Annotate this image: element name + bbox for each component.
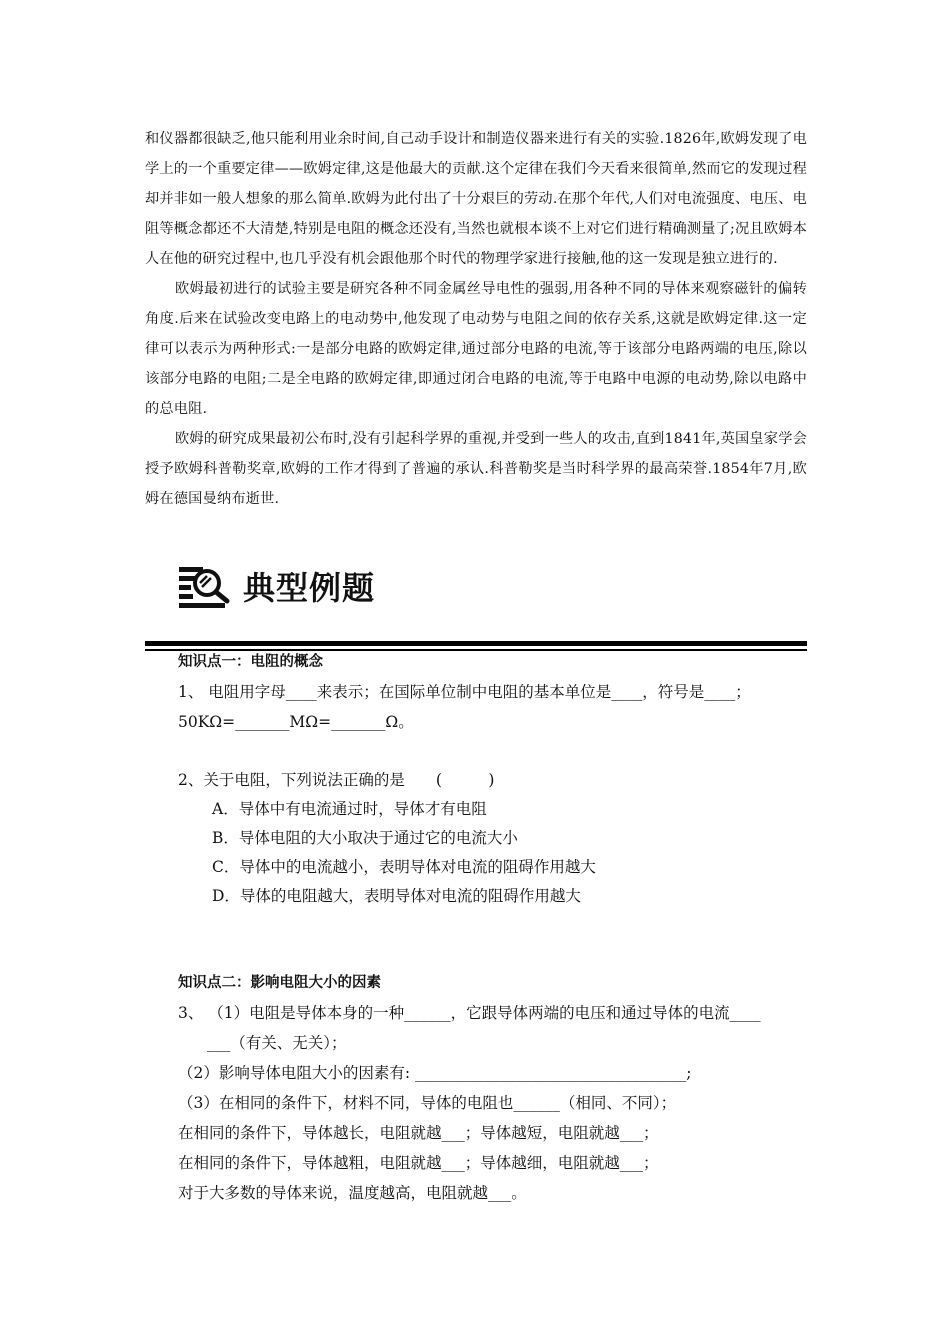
intro-paragraph-1: 和仪器都很缺乏,他只能利用业余时间,自己动手设计和制造仪器来进行有关的实验.1826年,欧姆发现了电学上的一个重要定律——欧姆定律,这是他最大的贡献.这个定律在我们今天看来很简单,然而它的发现过程却并非如一般人想象的那么简单.欧姆为此付出了十分艰巨的劳动.在那个年代,人们对电流强度、电压、电阻等概念都还不大清楚,特别是电阻的概念还没有,当然也就根本谈不上对它们进行精确测量了;况且欧姆本人在他的研究过程中,也几乎没有机会跟他那个时代的物理学家进行接触,他的这一发现是独立进行的. <box>145 131 807 267</box>
knowledge-point-2-heading: 知识点二：影响电阻大小的因素 <box>178 975 381 991</box>
knowledge-point-1-heading: 知识点一：电阻的概念 <box>178 654 323 670</box>
question-2-option-b: B．导体电阻的大小取决于通过它的电流大小 <box>212 829 518 847</box>
question-3-line-1: 3、 （1）电阻是导体本身的一种______，它跟导体两端的电压和通过导体的电流____ <box>178 1004 761 1022</box>
magnifier-book-icon <box>175 561 233 611</box>
question-2-option-a: A．导体中有电流通过时，导体才有电阻 <box>212 800 487 818</box>
question-2-option-c: C．导体中的电流越小，表明导体对电流的阻碍作用越大 <box>212 858 596 876</box>
question-3-line-5: 在相同的条件下，导体越长，电阻就越___；导体越短，电阻就越___； <box>178 1124 659 1142</box>
question-3-line-3: （2）影响导体电阻大小的因素有: ___________________________________; <box>178 1064 692 1082</box>
question-1-line-2: 50KΩ=_______MΩ=_______Ω。 <box>178 713 414 731</box>
intro-paragraph-2: 欧姆最初进行的试验主要是研究各种不同金属丝导电性的强弱,用各种不同的导体来观察磁针的偏转角度.后来在试验改变电路上的电动势中,他发现了电动势与电阻之间的依存关系,这就是欧姆定律.这一定律可以表示为两种形式:一是部分电路的欧姆定律,通过部分电路的电流,等于该部分电路两端的电压,除以该部分电路的电阻;二是全电路的欧姆定律,即通过闭合电路的电流,等于电路中电源的电动势,除以电路中的总电阻. <box>145 281 807 417</box>
question-3-line-7: 对于大多数的导体来说，温度越高，电阻就越___。 <box>178 1184 527 1202</box>
divider-thick <box>145 641 807 646</box>
intro-paragraph-3: 欧姆的研究成果最初公布时,没有引起科学界的重视,并受到一些人的攻击,直到1841年,英国皇家学会授予欧姆科普勒奖章,欧姆的工作才得到了普遍的承认.科普勒奖是当时科学界的最高荣誉.1854年7月,欧姆在德国曼纳布逝世. <box>145 431 807 507</box>
question-2-stem: 2、关于电阻，下列说法正确的是 ( ) <box>178 771 495 789</box>
question-1-line-1: 1、 电阻用字母____来表示；在国际单位制中电阻的基本单位是____，符号是____； <box>178 683 751 701</box>
question-3-line-2: ___（有关、无关）； <box>207 1034 347 1052</box>
section-heading <box>175 560 375 612</box>
question-3-line-6: 在相同的条件下，导体越粗，电阻就越___；导体越细，电阻就越___； <box>178 1154 659 1172</box>
section-title: 典型例题 <box>243 569 376 607</box>
intro-text <box>145 124 807 514</box>
question-3-line-4: （3）在相同的条件下，材料不同，导体的电阻也______（相同、不同）； <box>178 1094 677 1112</box>
question-2-option-d: D．导体的电阻越大，表明导体对电流的阻碍作用越大 <box>212 887 581 905</box>
